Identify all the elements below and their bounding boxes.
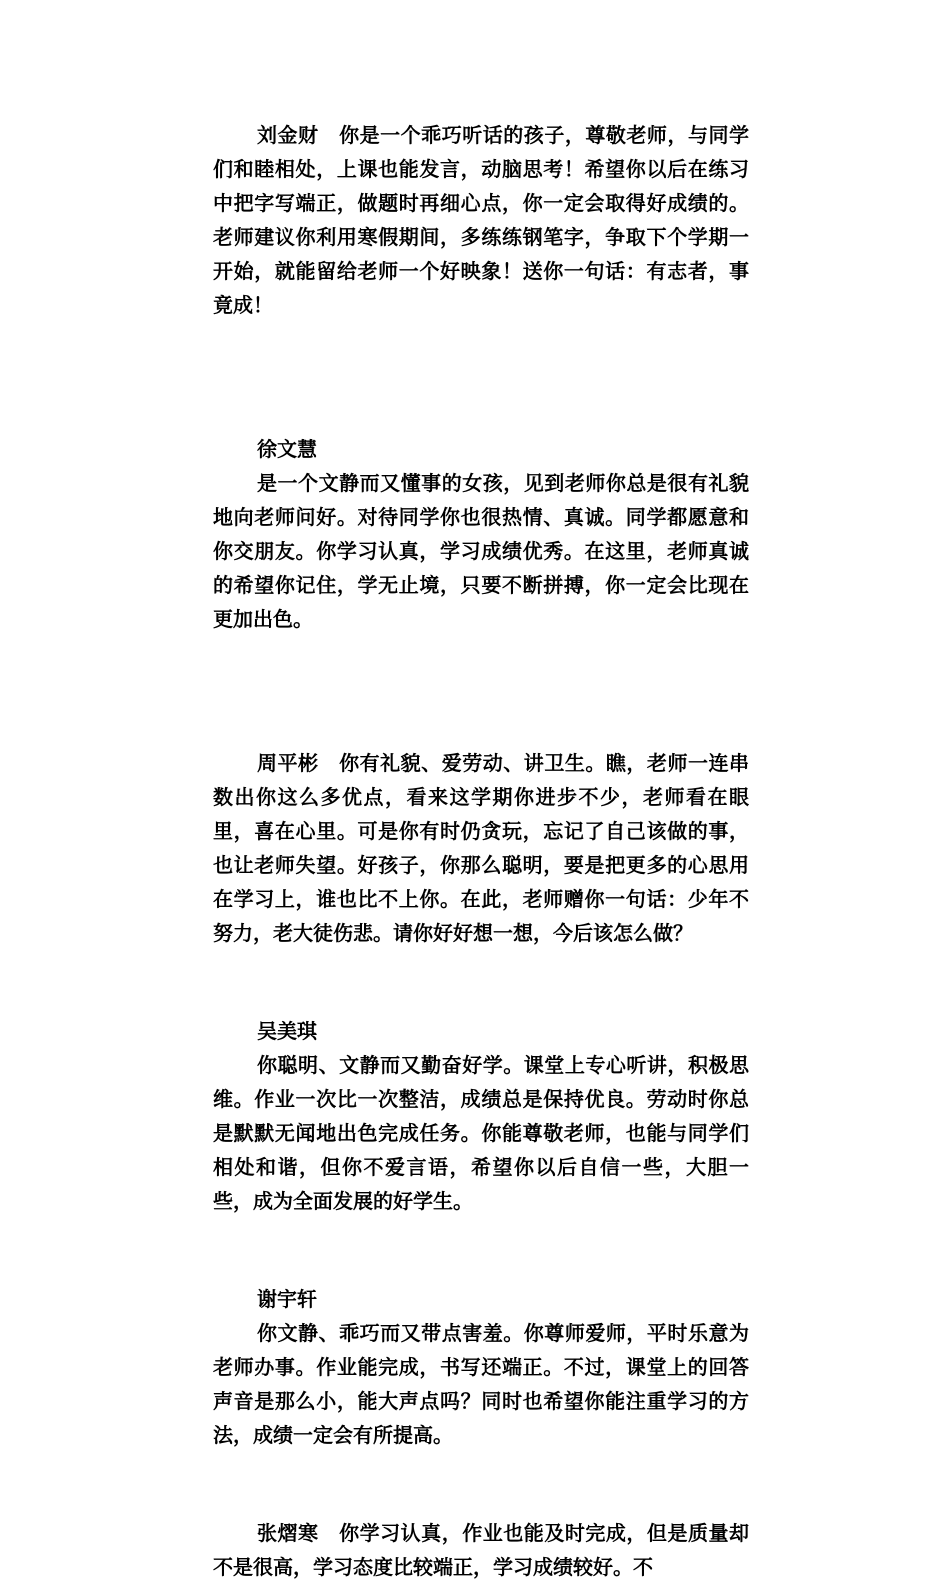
student-name: 谢宇轩 [257, 1287, 317, 1311]
student-name: 张熠寒 [257, 1521, 319, 1545]
comment-entry-1 [213, 118, 749, 322]
paragraph-gap [213, 950, 749, 1014]
student-name: 徐文慧 [257, 437, 317, 461]
comment-text: 是一个文静而又懂事的女孩，见到老师你总是很有礼貌地向老师问好。对待同学你也很热情、真诚。同学都愿意和你交朋友。你学习认真，学习成绩优秀。在这里，老师真诚的希望你记住，学无止境，只要不断拼搏，你一定会比现在更加出色。 [213, 471, 749, 631]
paragraph-gap [213, 636, 749, 746]
comment-entry-6 [213, 1516, 749, 1584]
student-name: 吴美琪 [257, 1019, 317, 1043]
comment-text: 你学习认真，作业也能及时完成，但是质量却不是很高，学习态度比较端正，学习成绩较好。不 [213, 1521, 750, 1579]
student-name: 刘金财 [257, 123, 319, 147]
comment-entry-5 [213, 1282, 749, 1452]
paragraph-gap [213, 1218, 749, 1282]
document-page [213, 118, 749, 1584]
comment-entry-4 [213, 1014, 749, 1218]
paragraph-gap [213, 322, 749, 432]
comment-text: 你是一个乖巧听话的孩子，尊敬老师，与同学们和睦相处，上课也能发言，动脑思考！希望你以后在练习中把字写端正，做题时再细心点，你一定会取得好成绩的。老师建议你利用寒假期间，多练练钢笔字，争取下个学期一开始，就能留给老师一个好映象！送你一句话：有志者，事竟成！ [213, 123, 750, 317]
comment-text: 你聪明、文静而又勤奋好学。课堂上专心听讲，积极思维。作业一次比一次整洁，成绩总是保持优良。劳动时你总是默默无闻地出色完成任务。你能尊敬老师，也能与同学们相处和谐，但你不爱言语，希望你以后自信一些，大胆一些，成为全面发展的好学生。 [213, 1053, 749, 1213]
comment-text: 你文静、乖巧而又带点害羞。你尊师爱师，平时乐意为老师办事。作业能完成，书写还端正。不过，课堂上的回答声音是那么小，能大声点吗？同时也希望你能注重学习的方法，成绩一定会有所提高。 [213, 1321, 749, 1447]
student-name: 周平彬 [257, 751, 319, 775]
comment-entry-2 [213, 432, 749, 636]
comment-entry-3 [213, 746, 749, 950]
paragraph-gap [213, 1452, 749, 1516]
comment-text: 你有礼貌、爱劳动、讲卫生。瞧，老师一连串数出你这么多优点，看来这学期你进步不少，老师看在眼里，喜在心里。可是你有时仍贪玩，忘记了自己该做的事，也让老师失望。好孩子，你那么聪明，要是把更多的心思用在学习上，谁也比不上你。在此，老师赠你一句话：少年不努力，老大徒伤悲。请你好好想一想，今后该怎么做？ [213, 751, 750, 945]
